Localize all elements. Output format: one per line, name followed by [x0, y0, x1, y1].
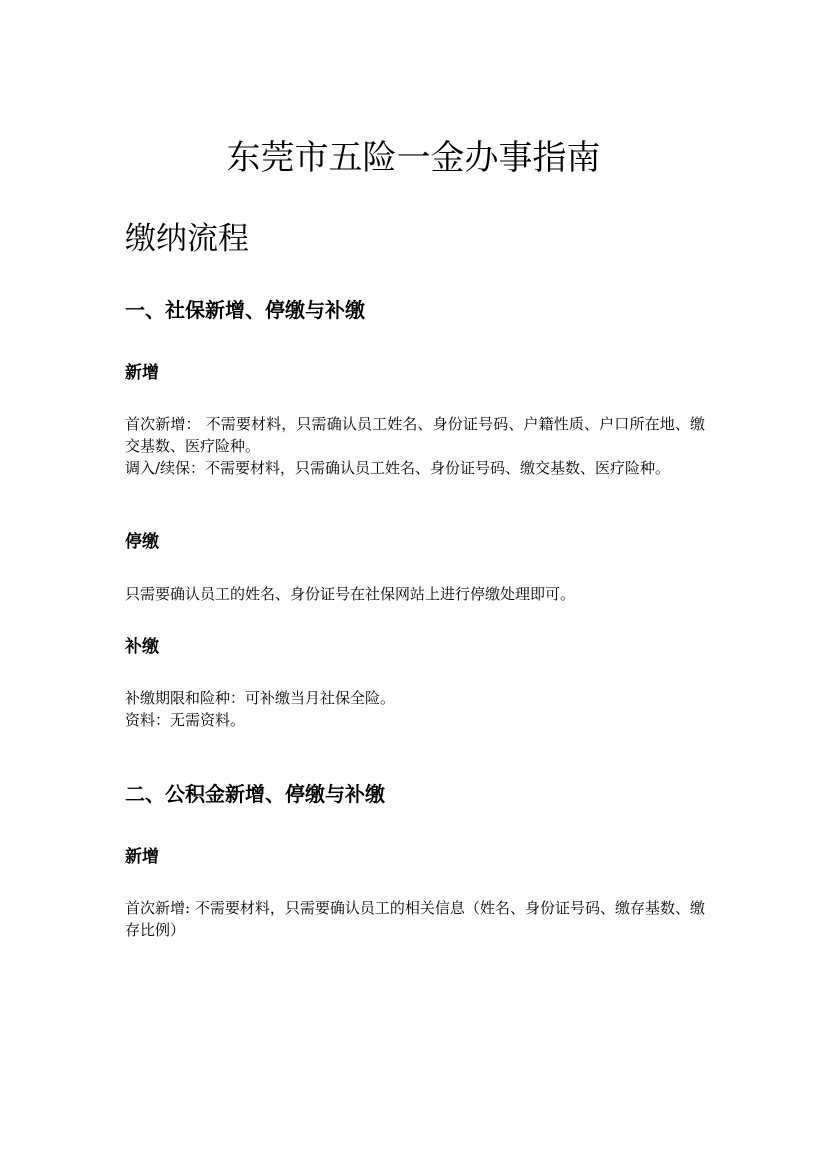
document-title: 东莞市五险一金办事指南	[226, 138, 601, 178]
ss-supplement-period-text: 补缴期限和险种：可补缴当月社保全险。	[125, 689, 396, 707]
ss-stop-text: 只需要确认员工的姓名、身份证号在社保网站上进行停缴处理即可。	[125, 585, 576, 603]
housing-fund-heading: 二、公积金新增、停缴与补缴	[125, 782, 385, 806]
hf-new-first-time-text: 首次新增: 不需要材料，只需要确认员工的相关信息（姓名、身份证号码、缴存基数、缴存比例）	[125, 899, 705, 939]
section-heading: 缴纳流程	[125, 221, 249, 257]
ss-supplement-heading: 补缴	[125, 637, 159, 657]
ss-new-transfer-text: 调入/续保：不需要材料，只需确认员工姓名、身份证号码、缴交基数、医疗险种。	[125, 459, 671, 477]
ss-new-first-time-text: 首次新增： 不需要材料，只需确认员工姓名、身份证号码、户籍性质、户口所在地、缴交基数、医疗险种。	[125, 415, 705, 455]
ss-stop-heading: 停缴	[125, 532, 159, 552]
ss-new-heading: 新增	[125, 363, 159, 383]
social-security-heading: 一、社保新增、停缴与补缴	[125, 298, 365, 322]
ss-supplement-materials-text: 资料：无需资料。	[125, 711, 246, 729]
hf-new-heading: 新增	[125, 847, 159, 867]
